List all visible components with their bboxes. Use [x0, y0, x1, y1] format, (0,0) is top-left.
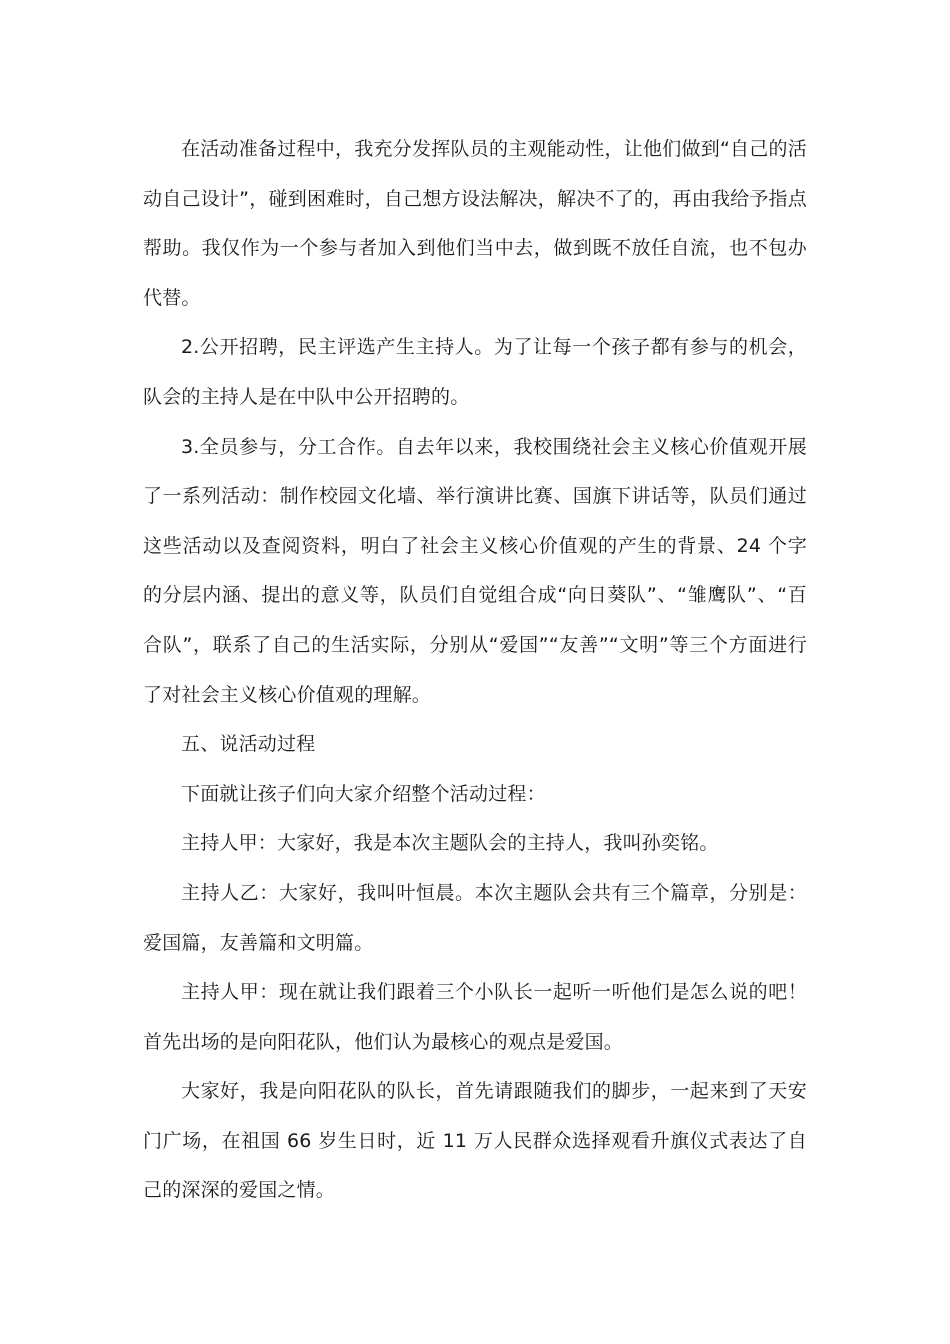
paragraph-full-participation: 3.全员参与，分工合作。自去年以来，我校围绕社会主义核心价值观开展了一系列活动：制作校园文化墙、举行演讲比赛、国旗下讲话等，队员们通过这些活动以及查阅资料，明白了社会主义核心价值观的产生的背景、24 个字的分层内涵、提出的意义等，队员们自觉组合成“向日葵队”、“雏鹰队”、“百合队”，联系了自己的生活实际，分别从“爱国”“友善”“文明”等三个方面进行了对社会主义核心价值观的理解。: [143, 435, 807, 706]
paragraph-process-intro: 下面就让孩子们向大家介绍整个活动过程：: [181, 782, 546, 805]
document-body: [143, 125, 807, 1216]
paragraph-host-recruitment: 2.公开招聘，民主评选产生主持人。为了让每一个孩子都有参与的机会，队会的主持人是在中队中公开招聘的。: [143, 336, 807, 408]
paragraph-host-a-greeting: 主持人甲：大家好，我是本次主题队会的主持人，我叫孙奕铭。: [181, 832, 719, 855]
paragraph-host-b-greeting: 主持人乙：大家好，我叫叶恒晨。本次主题队会共有三个篇章，分别是：爱国篇，友善篇和文明篇。: [143, 881, 807, 954]
section-heading-activity-process: 五、说活动过程: [181, 733, 316, 756]
paragraph-team-leader-speech: 大家好，我是向阳花队的队长，首先请跟随我们的脚步，一起来到了天安门广场，在祖国 66 岁生日时，近 11 万人民群众选择观看升旗仪式表达了自己的深深的爱国之情。: [143, 1080, 807, 1202]
paragraph-activity-preparation: 在活动准备过程中，我充分发挥队员的主观能动性，让他们做到“自己的活动自己设计”，碰到困难时，自己想方设法解决，解决不了的，再由我给予指点帮助。我仅作为一个参与者加入到他们当中去，做到既不放任自流，也不包办代替。: [143, 138, 807, 309]
paragraph-host-a-transition: 主持人甲：现在就让我们跟着三个小队长一起听一听他们是怎么说的吧！首先出场的是向阳花队，他们认为最核心的观点是爱国。: [143, 981, 807, 1053]
